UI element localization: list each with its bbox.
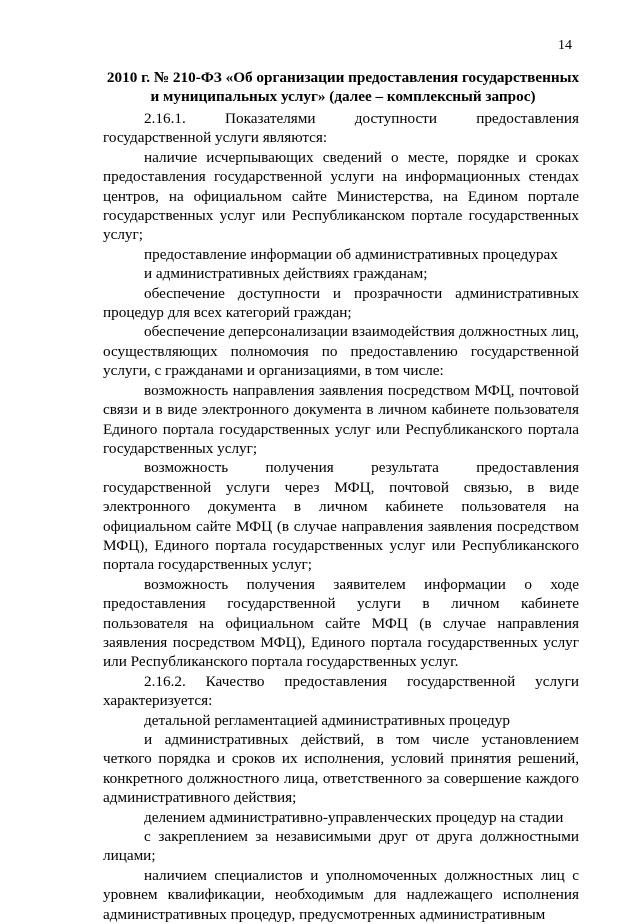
paragraph: 2.16.2. Качество предоставления государственной услуги характеризуется: [103, 672, 579, 710]
paragraph: предоставление информации об административных процедурах [144, 245, 558, 263]
paragraph: возможность направления заявления посредством МФЦ, почтовой связи и в виде электронного документа в личном кабинете пользователя Единого портала государственных услуг или Республиканского портала государственных услуг; [103, 381, 579, 457]
paragraph: с закреплением за независимыми друг от друга должностными лицами; [103, 828, 579, 865]
paragraph: 2.16.1. Показателями доступности предоставления государственной услуги являются: [103, 110, 579, 147]
paragraph: обеспечение доступности и прозрачности административных процедур для всех категорий граждан; [103, 284, 579, 322]
section-heading: 2010 г. № 210-ФЗ «Об организации предоставления государственных и муниципальных услуг» (далее – комплексный запрос) [106, 69, 580, 106]
paragraph: наличие исчерпывающих сведений о месте, порядке и сроках предоставления государственной услуги на информационных стендах центров, на официальном сайте Министерства, на Едином портале государственных услуг или Республиканском портале государственных услуг; [103, 148, 579, 244]
paragraph: возможность получения заявителем информации о ходе предоставления государственной услуги в личном кабинете пользователя на официальном сайте МФЦ (в случае направления заявления посредством МФЦ), Единого портала государственных услуг или Республиканского портала государственных услуг. [103, 575, 579, 671]
paragraph: возможность получения результата предоставления государственной услуги через МФЦ, почтовой связью, в виде электронного документа в личном кабинете пользователя на официальном сайте МФЦ (в случае направления заявления посредством МФЦ), Единого портала государственных услуг или Республиканского портала государственных услуг; [103, 459, 579, 574]
paragraph: и административных действий, в том числе установлением четкого порядка и сроков их исполнения, условий принятия решений, конкретного должностного лица, ответственного за совершение каждого административного действия; [103, 731, 579, 807]
page-number: 14 [558, 38, 572, 53]
paragraph: обеспечение деперсонализации взаимодействия должностных лиц, осуществляющих полномочия по предоставлению государственной услуги, с гражданами и организациями, в том числе: [103, 323, 579, 380]
paragraph: детальной регламентацией административных процедур [144, 711, 510, 729]
paragraph: делением административно-управленческих процедур на стадии [144, 808, 564, 826]
body-text [103, 109, 579, 924]
paragraph: и административных действиях гражданам; [144, 265, 428, 283]
paragraph: наличием специалистов и уполномоченных должностных лиц с уровнем квалификации, необходимым для надлежащего исполнения административных процедур, предусмотренных административным [103, 866, 579, 923]
